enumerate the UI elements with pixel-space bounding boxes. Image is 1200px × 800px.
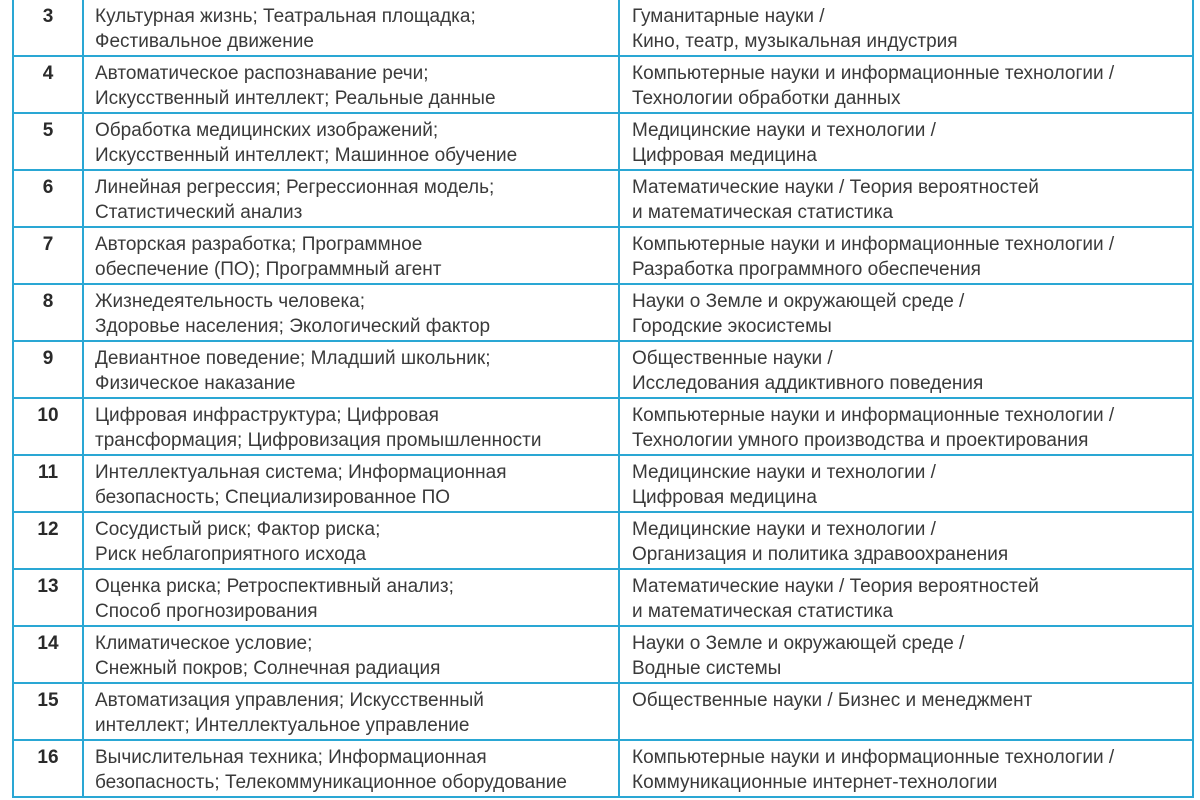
table-row: [14, 228, 1192, 285]
keywords-cell: Линейная регрессия; Регрессионная модель; Статистический анализ: [84, 171, 620, 226]
keywords-cell: Жизнедеятельность человека; Здоровье населения; Экологический фактор: [84, 285, 620, 340]
row-number: 10: [14, 399, 84, 454]
subject-area-cell: Компьютерные науки и информационные технологии / Разработка программного обеспечения: [632, 234, 1115, 280]
table-row: [14, 285, 1192, 342]
row-number: 14: [14, 627, 84, 682]
subject-area-cell: Гуманитарные науки / Кино, театр, музыкальная индустрия: [632, 6, 958, 52]
keywords-cell: Автоматическое распознавание речи; Искусственный интеллект; Реальные данные: [84, 57, 620, 112]
row-number: 11: [14, 456, 84, 511]
table-row: [14, 684, 1192, 741]
table-row: [14, 114, 1192, 171]
subject-area-cell: Медицинские науки и технологии / Цифровая медицина: [632, 120, 936, 166]
row-number: 9: [14, 342, 84, 397]
row-number: 4: [14, 57, 84, 112]
keywords-cell: Интеллектуальная система; Информационная безопасность; Специализированное ПО: [84, 456, 620, 511]
subject-area-cell: Общественные науки / Исследования аддиктивного поведения: [632, 348, 984, 394]
row-number: 8: [14, 285, 84, 340]
row-number: 16: [14, 741, 84, 796]
subject-area-cell: Науки о Земле и окружающей среде / Водные системы: [632, 633, 965, 679]
subject-area-cell: Математические науки / Теория вероятностей и математическая статистика: [632, 576, 1039, 622]
keywords-table: [12, 0, 1194, 798]
keywords-cell: Цифровая инфраструктура; Цифровая трансформация; Цифровизация промышленности: [84, 399, 620, 454]
subject-area-cell: Медицинские науки и технологии / Организация и политика здравоохранения: [632, 519, 1009, 565]
subject-area-cell: Науки о Земле и окружающей среде / Городские экосистемы: [632, 291, 965, 337]
table-row: [14, 57, 1192, 114]
row-number: 3: [14, 0, 84, 55]
keywords-cell: Оценка риска; Ретроспективный анализ; Способ прогнозирования: [84, 570, 620, 625]
table-row: [14, 570, 1192, 627]
table-row: [14, 0, 1192, 57]
keywords-cell: Автоматизация управления; Искусственный интеллект; Интеллектуальное управление: [84, 684, 620, 739]
row-number: 12: [14, 513, 84, 568]
keywords-cell: Сосудистый риск; Фактор риска; Риск неблагоприятного исхода: [84, 513, 620, 568]
subject-area-cell: Общественные науки / Бизнес и менеджмент: [632, 690, 1033, 711]
row-number: 15: [14, 684, 84, 739]
keywords-cell: Культурная жизнь; Театральная площадка; Фестивальное движение: [84, 0, 620, 55]
subject-area-cell: Математические науки / Теория вероятностей и математическая статистика: [632, 177, 1039, 223]
keywords-cell: Обработка медицинских изображений; Искусственный интеллект; Машинное обучение: [84, 114, 620, 169]
keywords-cell: Девиантное поведение; Младший школьник; Физическое наказание: [84, 342, 620, 397]
subject-area-cell: Медицинские науки и технологии / Цифровая медицина: [632, 462, 936, 508]
table-row: [14, 627, 1192, 684]
table-row: [14, 171, 1192, 228]
subject-area-cell: Компьютерные науки и информационные технологии / Коммуникационные интернет-технологии: [632, 747, 1115, 793]
table-row: [14, 399, 1192, 456]
table-row: [14, 513, 1192, 570]
row-number: 13: [14, 570, 84, 625]
keywords-cell: Авторская разработка; Программное обеспечение (ПО); Программный агент: [84, 228, 620, 283]
row-number: 7: [14, 228, 84, 283]
row-number: 5: [14, 114, 84, 169]
table-row: [14, 456, 1192, 513]
keywords-cell: Климатическое условие; Снежный покров; Солнечная радиация: [84, 627, 620, 682]
table-row: [14, 342, 1192, 399]
row-number: 6: [14, 171, 84, 226]
subject-area-cell: Компьютерные науки и информационные технологии / Технологии умного производства и проектирования: [632, 405, 1115, 451]
table-row: [14, 741, 1192, 798]
subject-area-cell: Компьютерные науки и информационные технологии / Технологии обработки данных: [632, 63, 1115, 109]
keywords-cell: Вычислительная техника; Информационная безопасность; Телекоммуникационное оборудование: [84, 741, 620, 796]
